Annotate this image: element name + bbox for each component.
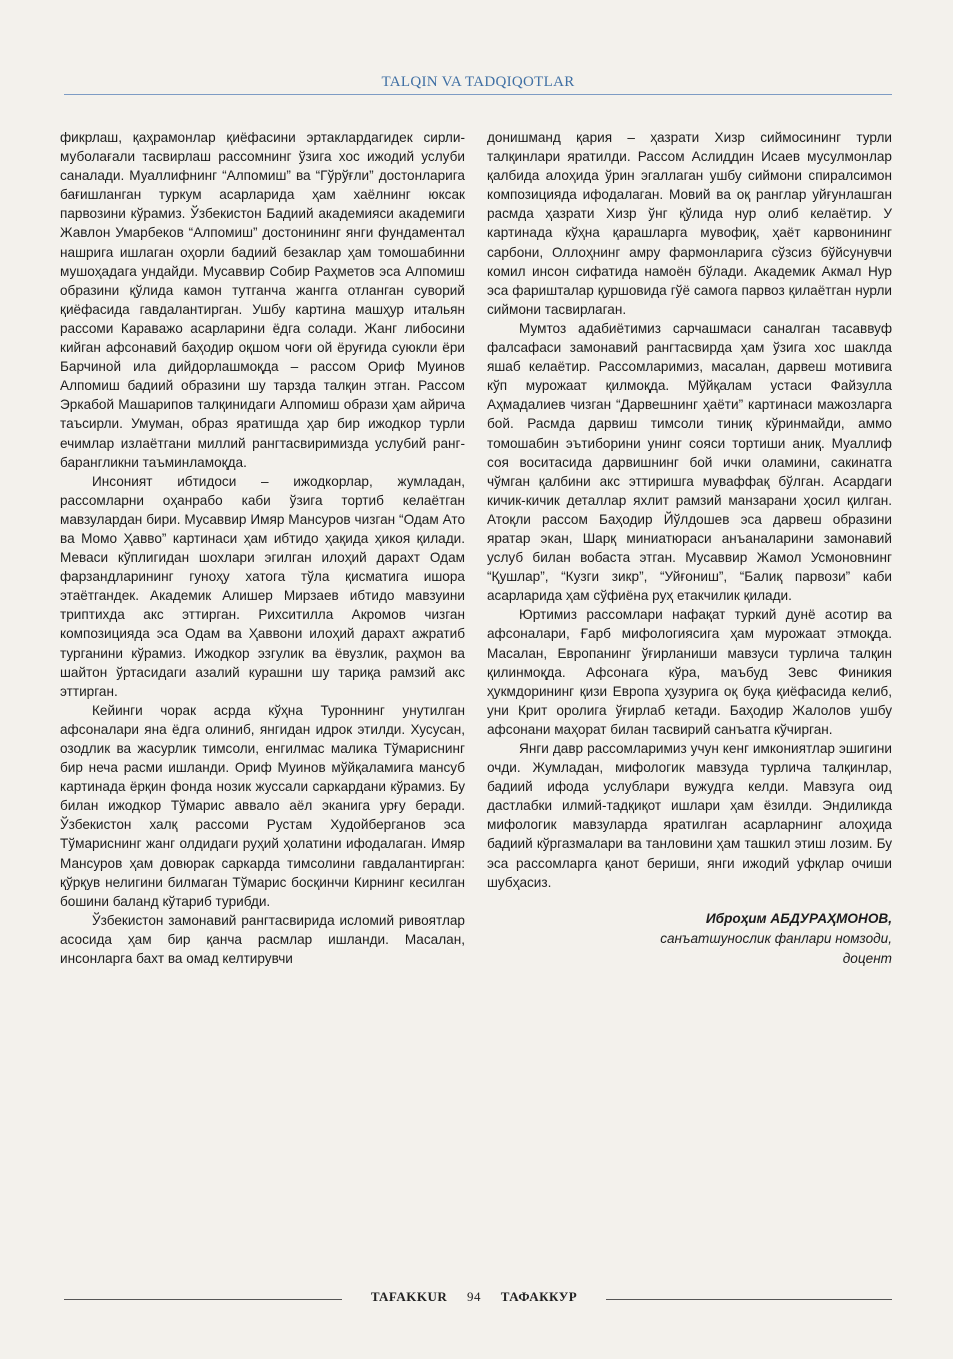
author-degree: санъатшунослик фанлари номзоди,	[660, 930, 892, 946]
footer-journal-cyrillic: ТАФАККУР	[500, 1289, 578, 1304]
header-rule	[64, 94, 892, 95]
paragraph: Кейинги чорак асрда кўҳна Туроннинг унутилган афсоналари яна ёдга олиниб, янгидан идрок этилди. Хусусан, озодлик ва жасурлик тимсоли, енгилмас малика Тўмариснинг бир неча расми ишланди. Ориф Муинов мўйқаламига мансуб картинада ёрқин фонда нозик жуссали саркардани кўрамиз. Бу билан ижодкор Тўмарис аввало аёл эканига урғу беради. Ўзбекистон халқ рассоми Рустам Худойберганов эса Тўмариснинг жанг олдидаги руҳий ҳолатини ифодалаган. Имяр Мансуров ҳам довюрак саркарда тимсолини гавдалантирган: қўрқув нелигини билмаган Тўмарис босқинчи Кирнинг кесилган бошини баланд кўтариб турибди.	[60, 702, 465, 909]
left-column	[60, 128, 465, 968]
paragraph: фикрлаш, қаҳрамонлар қиёфасини эртаклардагидек сирли-муболағали тасвирлаш рассомнинг ўзига хос ижодий услуби саналади. Муаллифнинг “Алпомиш” ва “Гўрўғли” достонларига бағишланган туркум асарларида ҳам хаёлнинг юксак парвозини кўрамиз. Ўзбекистон Бадиий академияси академиги Жавлон Умарбеков “Алпомиш” достонининг янги фундаментал нашрига ишлаган оҳорли бадиий безаклар ҳам томошабинни мушоҳадага ундайди. Мусаввир Собир Раҳметов эса Алпомиш образини қўлида камон тутганча жангга отланган суворий қиёфасида гавдалантирган. Ушбу картина машҳур итальян рассоми Караважо асарларини ёдга солади. Жанг либосини кийган афсонавий баҳодир оқшом чоғи ой ёруғида суюкли ёри Барчиной ила дийдорлашмоқда – рассом Ориф Муинов Алпомиш бадиий образини шу тарзда талқин этган. Рассом Эркабой Машарипов талқинидаги Алпомиш образи ҳам айрича таъсирли. Умуман, образ яратишда ҳар бир ижодкор турли ечимлар излаётгани миллий рангтасвиримизда услубий ранг-барангликни таъминламоқда.	[60, 130, 465, 470]
footer-rule-right	[606, 1299, 892, 1300]
paragraph: Мумтоз адабиётимиз сарчашмаси саналган тасаввуф фалсафаси замонавий рангтасвирда ҳам ўзига хос шаклда яшаб келаётир. Рассомларимиз, масалан, дарвеш мотивига кўп мурожаат қилмоқда. Мўйқалам устаси Файзулла Аҳмадалиев чизган “Дарвешнинг ҳаёти” картинаси мажозларга бой. Расмда дарвиш тимсоли тиниқ кўринмайди, аммо томошабин эътиборини унинг сояси тортиши аниқ. Муаллиф соя воситасида дарвишнинг бой ички оламини, сакинатга чўмган қалбини акс эттиришга муваффақ бўлган. Асардаги кичик-кичик деталлар яхлит рамзий манзарани ҳосил қилган. Атоқли рассом Баҳодир Йўлдошев эса дарвеш образини яратар экан, Шарқ миниатюраси анъаналарини замонавий услуб билан вобаста этган. Мусаввир Жамол Усмоновнинг “Қушлар”, “Кузги зикр”, “Уйғониш”, “Балиқ парвози” каби асарларида ҳам сўфиёна руҳ етакчилик қилади.	[487, 320, 892, 604]
author-name: Иброҳим АБДУРАҲМОНОВ,	[705, 910, 892, 926]
section-title: TALQIN VA TADQIQOTLAR	[381, 74, 575, 90]
footer-labels	[348, 1289, 600, 1305]
paragraph: донишманд қария – ҳазрати Хизр сиймосининг турли талқинлари яратилди. Рассом Аслиддин Исаев мусулмонлар қалбида алоҳида ўрин эгаллаган ушбу сиймони спиралсимон композицияда ифодалаган. Мовий ва оқ ранглар уйғунлашган расмда ҳазрати Хизр ўнг қўлида нур олиб келаётир. У картинада кўҳна қарашларга мувофиқ, ҳаёт карвонининг сарбони, Оллоҳнинг амру фармонларига сўзсиз бўйсунувчи комил инсон сифатида намоён бўлади. Академик Акмал Нур эса фаришталар қуршовида гўё самога парвоз қилаётган нурли сиймони тасвирлаган.	[487, 130, 892, 317]
author-signature	[487, 909, 892, 969]
paragraph: Юртимиз рассомлари нафақат туркий дунё асотир ва афсоналари, Ғарб мифологиясига ҳам мурожаат этмоқда. Масалан, Европанинг ўғирланиши мавзуси турлича талқин қилинмоқда. Афсонага кўра, маъбуд Зевс Финикия ҳукмдорининг қизи Европа ҳузурига оқ буқа қиёфасида келиб, уни Крит оролига ўғирлаб кетади. Баҳодир Жалолов ушбу афсонани маҳорат билан тасвирий санъатга кўчирган.	[487, 607, 892, 737]
page-footer	[64, 1289, 892, 1309]
footer-journal-latin: TAFAKKUR	[370, 1289, 448, 1304]
page-number: 94	[467, 1289, 482, 1304]
paragraph: Инсоният ибтидоси – ижодкорлар, жумладан, рассомларни оҳанрабо каби ўзига тортиб келаётган мавзулардан бири. Мусаввир Имяр Мансуров чизган “Одам Ато ва Момо Ҳавво” картинаси ҳам ибтидо ҳақида ҳикоя қилади. Меваси кўплигидан шохлари эгилган илоҳий дарахт Одам фарзандларининг гуноҳу хатога тўла қисматига ишора этаётгандек. Академик Алишер Мирзаев ибтидо мавзуини триптихда акс эттирган. Рихситилла Акромов чизган композицияда эса Одам ва Ҳаввони илоҳий дарахт ажратиб турганини кўрамиз. Ижодкор эзгулик ва ёвузлик, раҳмон ва шайтон ўртасидаги азалий курашни шу тариқа рамзий акс эттирган.	[60, 473, 465, 699]
paragraph: Янги давр рассомларимиз учун кенг имкониятлар эшигини очди. Жумладан, мифологик мавзуда турлича талқинлар, бадиий ифода услублари вужудга келди. Мавзуга оид дастлабки илмий-тадқиқот ишлари ҳам ёзилди. Эндиликда мифологик мавзуларда яратилган асарларнинг алоҳида бадиий кўргазмалари ва танловини ҳам ташкил этиш лозим. Бу эса рассомларга қанот бериши, янги ижодий уфқлар очиши шубҳасиз.	[487, 741, 892, 890]
right-column	[487, 128, 892, 969]
footer-rule-left	[64, 1299, 342, 1300]
paragraph: Ўзбекистон замонавий рангтасвирида исломий ривоятлар асосида ҳам бир қанча расмлар ишланди. Масалан, инсонларга бахт ва омад келтирувчи	[60, 912, 465, 967]
author-title: доцент	[842, 950, 892, 966]
running-header	[64, 70, 892, 98]
